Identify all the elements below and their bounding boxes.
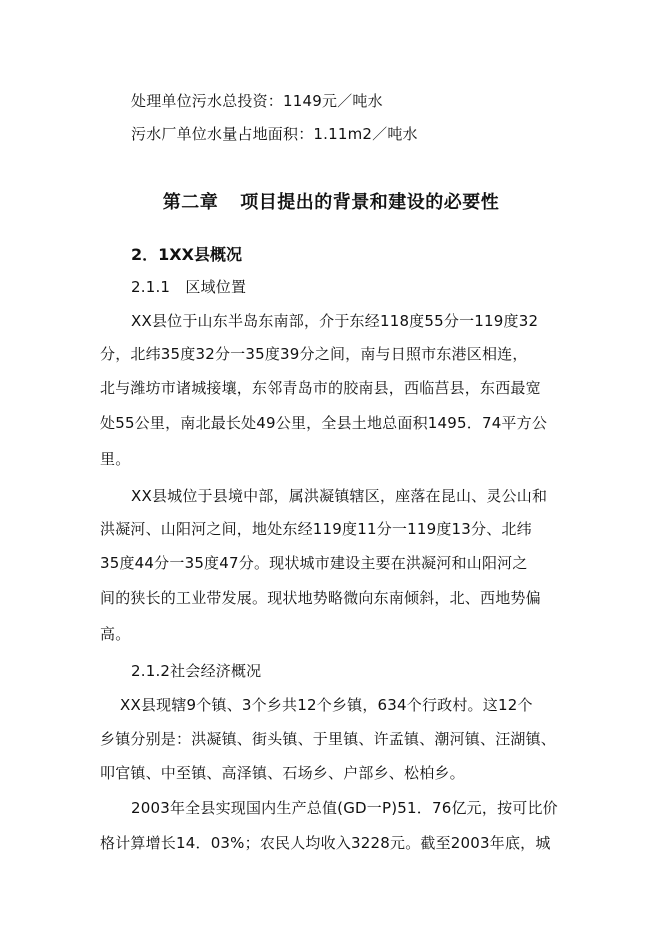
para-1-line-4: 处55公里，南北最长处49公里，全县土地总面积1495．74平方公 — [100, 414, 548, 432]
para-1-line-3: 北与潍坊市诸城接壤，东邻青岛市的胶南县，西临莒县，东西最宽 — [100, 379, 541, 397]
land-area-line: 污水厂单位水量占地面积：1.11m2／吨水 — [131, 125, 418, 143]
para-4-line-2: 格计算增长14．03%；农民人均收入3228元。截至2003年底，城 — [100, 834, 551, 852]
section-heading: 2．1XX县概况 — [131, 245, 242, 264]
para-1-line-2: 分，北纬35度32分一35度39分之间，南与日照市东港区相连， — [100, 345, 528, 363]
para-2-line-4: 间的狭长的工业带发展。现状地势略微向东南倾斜，北、西地势偏 — [100, 589, 541, 607]
para-2-line-2: 洪凝河、山阳河之间，地处东经119度11分一119度13分、北纬 — [100, 520, 532, 538]
para-1-line-5: 里。 — [100, 450, 131, 468]
chapter-number: 第二章 — [162, 192, 219, 213]
chapter-title: 项目提出的背景和建设的必要性 — [240, 192, 500, 213]
para-2-line-1: XX县城位于县境中部，属洪凝镇辖区，座落在昆山、灵公山和 — [131, 487, 548, 505]
para-2-line-3: 35度44分一35度47分。现状城市建设主要在洪凝河和山阳河之 — [100, 554, 528, 572]
para-3-line-2: 乡镇分别是：洪凝镇、街头镇、于里镇、许孟镇、潮河镇、汪湖镇、 — [100, 730, 557, 748]
para-4-line-1: 2003年全县实现国内生产总值(GD一P)51．76亿元，按可比价 — [131, 799, 558, 817]
para-3-line-3: 叩官镇、中至镇、高泽镇、石场乡、户部乡、松柏乡。 — [100, 764, 465, 782]
subsection-2-title: 2.1.2社会经济概况 — [131, 662, 262, 680]
para-3-line-1: XX县现辖9个镇、3个乡共12个乡镇，634个行政村。这12个 — [120, 696, 533, 714]
para-1-line-1: XX县位于山东半岛东南部，介于东经118度55分一119度32 — [131, 312, 539, 330]
investment-line: 处理单位污水总投资：1149元／吨水 — [131, 92, 383, 110]
chapter-heading — [0, 191, 662, 215]
para-2-line-5: 高。 — [100, 625, 131, 643]
subsection-1-title: 2.1.1 区域位置 — [131, 278, 247, 296]
